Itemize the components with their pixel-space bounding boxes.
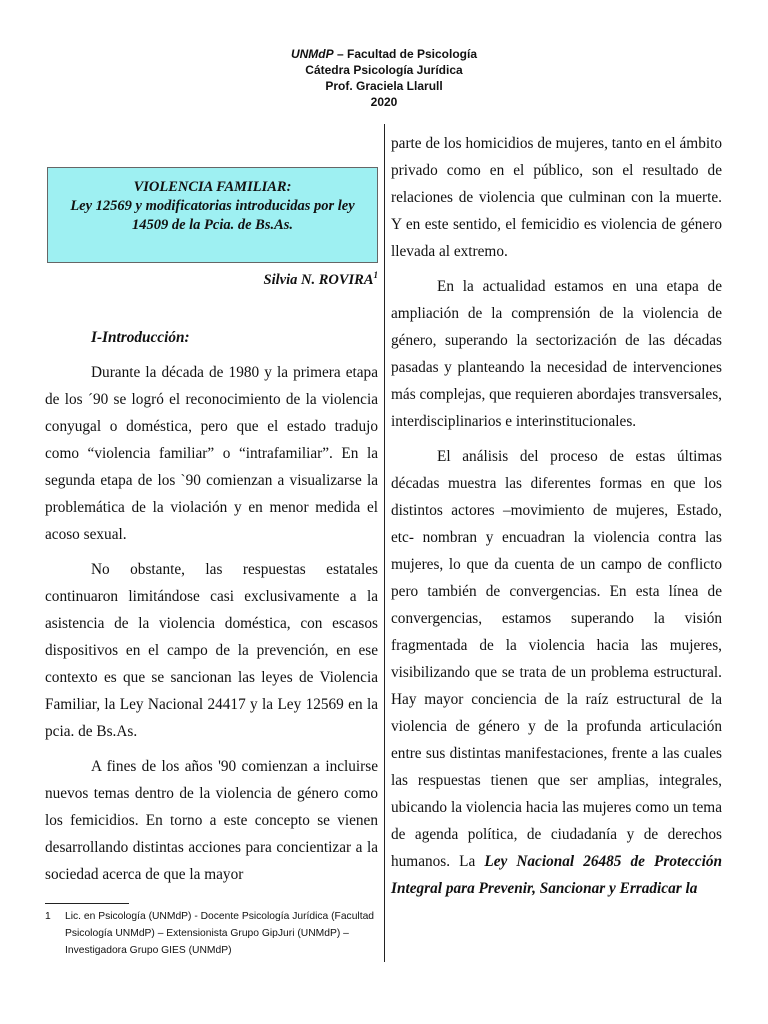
law-reference: Ley Nacional 26485 de Protección Integral para Prevenir, Sancionar y Erradicar la: [391, 853, 722, 897]
institution-name: UNMdP: [290, 47, 334, 61]
paragraph: No obstante, las respuestas estatales continuaron limitándose casi exclusivamente a la asistencia de la violencia doméstica, con escasos dispositivos en el campo de la prevención, en ese contexto es que se sancionan las leyes de Violencia Familiar, la Ley Nacional 24417 y la Ley 12569 en la pcia. de Bs.As.: [45, 561, 378, 740]
footnote-text: Lic. en Psicología (UNMdP) - Docente Psicología Jurídica (Facultad Psicología UNMdP) – Extensionista Grupo GipJuri (UNMdP) – Investigadora Grupo GIES (UNMdP): [65, 911, 375, 956]
paragraph: Durante la década de 1980 y la primera etapa de los ´90 se logró el reconocimiento de la violencia conyugal o doméstica, pero que el estado tradujo como “violencia familiar” o “intrafamiliar”. En la segunda etapa de los `90 comienzan a visualizarse la problemática de la violación y en menor medida el acoso sexual.: [45, 364, 378, 543]
header-professor: Prof. Graciela Llarull: [325, 79, 443, 93]
paragraph: A fines de los años '90 comienzan a incluirse nuevos temas dentro de la violencia de género como los femicidios. En torno a este concepto se vienen desarrollando distintas acciones para concientizar a la sociedad acerca de que la mayor: [45, 758, 378, 883]
header-chair: Cátedra Psicología Jurídica: [305, 63, 463, 77]
paragraph: [391, 443, 722, 902]
footnote: [45, 908, 375, 959]
footnote-number: 1: [45, 911, 51, 922]
header-line-institution: [0, 46, 768, 62]
title-line-1: VIOLENCIA FAMILIAR:: [133, 179, 292, 195]
paragraph-text: El análisis del proceso de estas últimas décadas muestra las diferentes formas en que los distintos actores –movimiento de mujeres, Estado, etc- nombran y encuadran la violencia contra las mujeres, lo que da cuenta de un campo de conflicto pero también de convergencias. En esta línea de convergencias, estamos superando la visión fragmentada de la violencia hacia las mujeres, visibilizando que se trata de un problema estructural. Hay mayor conciencia de la raíz estructural de la violencia de género y de la profunda articulación entre sus distintas manifestaciones, frente a las cuales las respuestas tienen que ser amplias, integrales, ubicando la violencia hacia las mujeres como un tema de agenda política, de ciudadanía y de derechos humanos. La: [391, 448, 722, 870]
author-name: Silvia N. ROVIRA: [263, 271, 374, 288]
footnote-separator: [45, 903, 129, 904]
author-line: [200, 265, 378, 290]
paragraph: En la actualidad estamos en una etapa de ampliación de la comprensión de la violencia de género, superando la sectorización de las décadas pasadas y planteando la necesidad de intervenciones más complejas, que requieren abordajes transversales, interdisciplinarios e interinstitucionales.: [391, 278, 722, 430]
document-header: [0, 46, 768, 110]
title-line-2: Ley 12569 y modificatorias introducidas por ley 14509 de la Pcia. de Bs.As.: [70, 198, 355, 233]
faculty-name: – Facultad de Psicología: [333, 47, 478, 61]
header-year: 2020: [370, 95, 398, 109]
column-divider: [384, 124, 385, 962]
title-box: [47, 167, 378, 263]
left-column: [45, 324, 378, 888]
right-column: [391, 130, 722, 902]
section-title: I-Introducción:: [91, 329, 190, 346]
author-footnote-ref: 1: [373, 270, 378, 280]
paragraph: parte de los homicidios de mujeres, tanto en el ámbito privado como en el público, son el resultado de relaciones de violencia que culminan con la muerte. Y en este sentido, el femicidio es violencia de género llevada al extremo.: [391, 135, 722, 260]
